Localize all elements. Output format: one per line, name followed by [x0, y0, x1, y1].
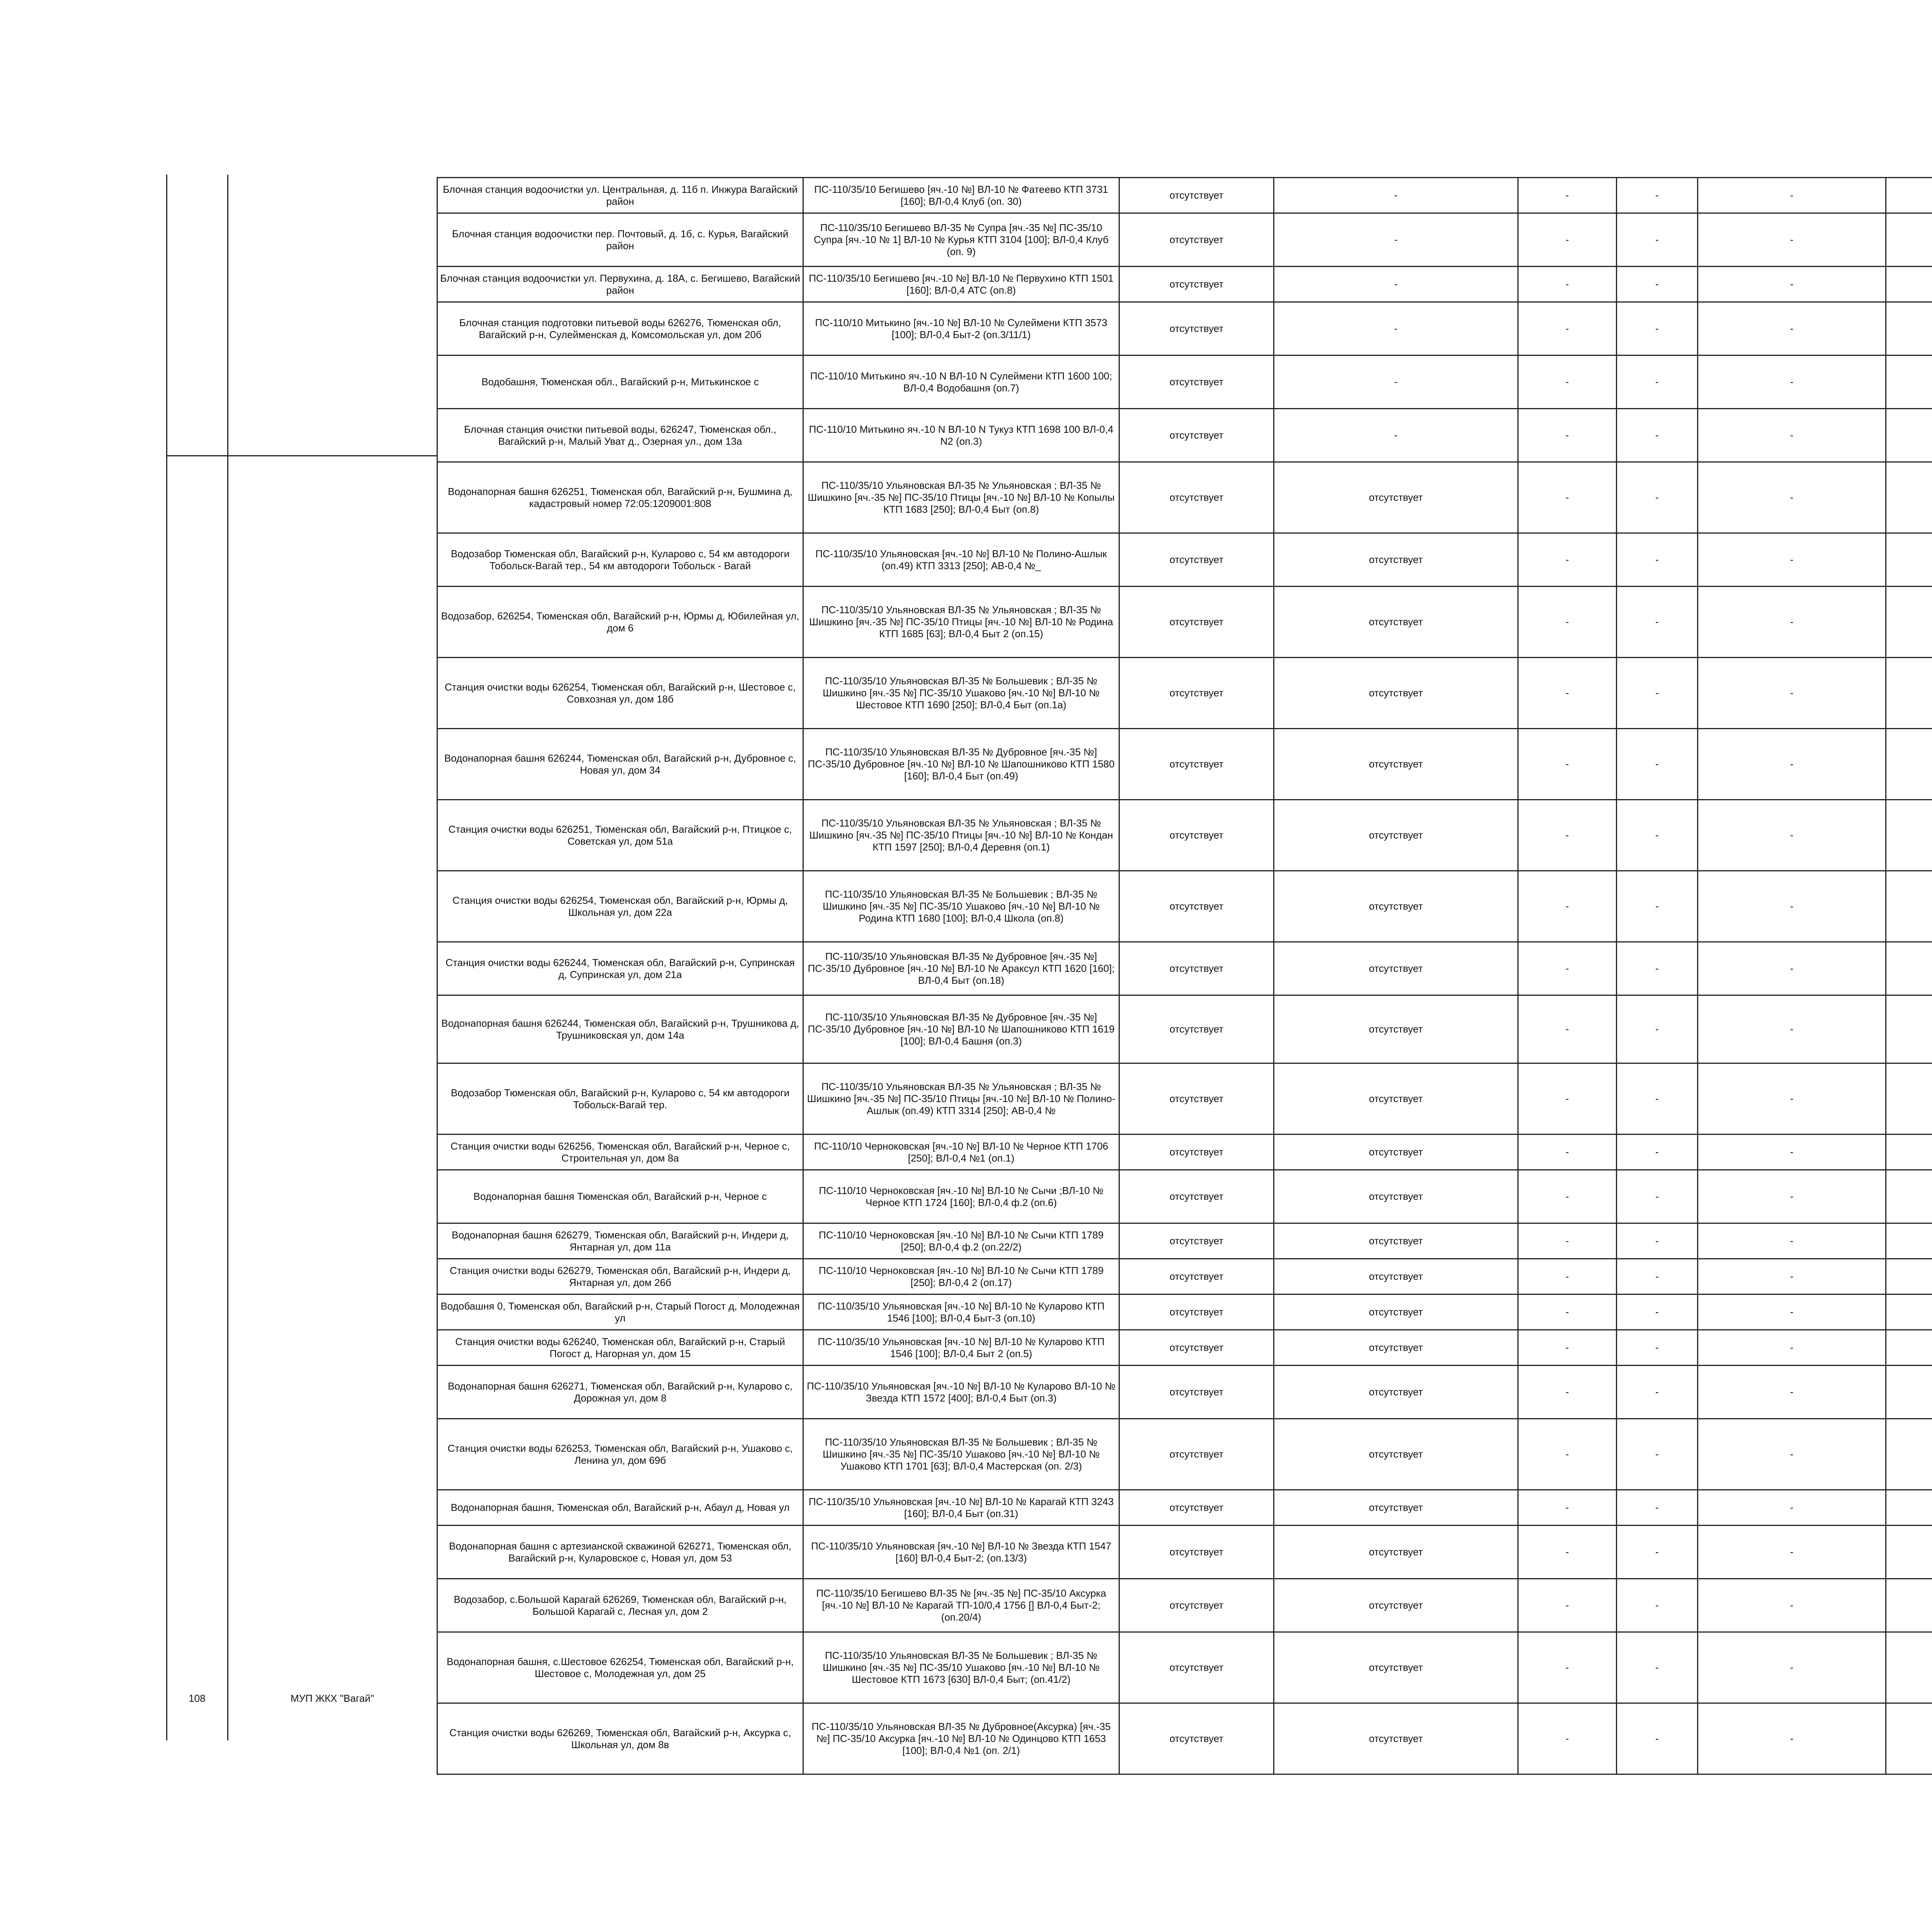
value-cell-3: -	[1518, 356, 1617, 409]
value-cell-3: -	[1518, 1632, 1617, 1703]
status-cell-1: отсутствует	[1119, 1366, 1274, 1419]
object-address-cell: Водонапорная башня 626271, Тюменская обл, Вагайский р-н, Куларово с, Дорожная ул, дом 8	[437, 1366, 803, 1419]
status-cell-1: отсутствует	[1119, 178, 1274, 213]
value-cell-6	[1886, 1632, 1932, 1703]
table-row	[437, 1135, 1932, 1170]
status-cell-1: отсутствует	[1119, 587, 1274, 658]
power-feed-cell: ПС-110/35/10 Ульяновская ВЛ-35 № Большевик ; ВЛ-35 № Шишкино [яч.-35 №] ПС-35/10 Ушаково [яч.-10 №] ВЛ-10 № Ушаково КТП 1701 [63]; ВЛ-0,4 Мастерская (оп. 2/3)	[803, 1419, 1119, 1490]
status-cell-1: отсутствует	[1119, 1579, 1274, 1632]
value-cell-4: -	[1617, 587, 1698, 658]
status-cell-2: отсутствует	[1274, 871, 1518, 942]
status-cell-2: отсутствует	[1274, 729, 1518, 800]
status-cell-1: отсутствует	[1119, 1526, 1274, 1579]
object-address-cell: Водонапорная башня, с.Шестовое 626254, Тюменская обл, Вагайский р-н, Шестовое с, Молодежная ул, дом 25	[437, 1632, 803, 1703]
value-cell-3: -	[1518, 267, 1617, 302]
power-feed-cell: ПС-110/35/10 Бегишево [яч.-10 №] ВЛ-10 № Первухино КТП 1501 [160]; ВЛ-0,4 АТС (оп.8)	[803, 267, 1119, 302]
power-feed-cell: ПС-110/35/10 Ульяновская ВЛ-35 № Ульяновская ; ВЛ-35 № Шишкино [яч.-35 №] ПС-35/10 Птицы [яч.-10 №] ВЛ-10 № Полино-Ашлык (оп.49) КТП 3314 [250]; АВ-0,4 №	[803, 1063, 1119, 1135]
value-cell-4: -	[1617, 356, 1698, 409]
status-cell-2: отсутствует	[1274, 533, 1518, 587]
value-cell-3: -	[1518, 1703, 1617, 1774]
value-cell-5: -	[1698, 995, 1886, 1063]
value-cell-6	[1886, 871, 1932, 942]
table-row	[437, 729, 1932, 800]
status-cell-2: отсутствует	[1274, 995, 1518, 1063]
value-cell-6	[1886, 533, 1932, 587]
value-cell-5: -	[1698, 1170, 1886, 1223]
object-address-cell: Блочная станция подготовки питьевой воды 626276, Тюменская обл, Вагайский р-н, Сулейменская д, Комсомольская ул, дом 20б	[437, 302, 803, 356]
status-cell-2: -	[1274, 267, 1518, 302]
power-feed-cell: ПС-110/35/10 Ульяновская ВЛ-35 № Большевик ; ВЛ-35 № Шишкино [яч.-35 №] ПС-35/10 Ушаково [яч.-10 №] ВЛ-10 № Родина КТП 1680 [100]; ВЛ-0,4 Школа (оп.8)	[803, 871, 1119, 942]
object-address-cell: Водозабор, с.Большой Карагай 626269, Тюменская обл, Вагайский р-н, Большой Карагай с, Лесная ул, дом 2	[437, 1579, 803, 1632]
value-cell-4: -	[1617, 1063, 1698, 1135]
power-feed-cell: ПС-110/35/10 Ульяновская [яч.-10 №] ВЛ-10 № Карагай КТП 3243 [160]; ВЛ-0,4 Быт (оп.31)	[803, 1490, 1119, 1526]
value-cell-5: -	[1698, 462, 1886, 533]
value-cell-4: -	[1617, 1223, 1698, 1259]
value-cell-4: -	[1617, 800, 1698, 871]
value-cell-4: -	[1617, 178, 1698, 213]
value-cell-4: -	[1617, 995, 1698, 1063]
table-row	[437, 1259, 1932, 1294]
power-feed-cell: ПС-110/10 Черноковская [яч.-10 №] ВЛ-10 № Сычи КТП 1789 [250]; ВЛ-0,4 2 (оп.17)	[803, 1259, 1119, 1294]
value-cell-5: -	[1698, 800, 1886, 871]
object-address-cell: Станция очистки воды 626240, Тюменская обл, Вагайский р-н, Старый Погост д, Нагорная ул, дом 15	[437, 1330, 803, 1366]
value-cell-3: -	[1518, 995, 1617, 1063]
value-cell-3: -	[1518, 587, 1617, 658]
status-cell-1: отсутствует	[1119, 1330, 1274, 1366]
value-cell-3: -	[1518, 178, 1617, 213]
power-feed-cell: ПС-110/10 Черноковская [яч.-10 №] ВЛ-10 № Черное КТП 1706 [250]; ВЛ-0,4 №1 (оп.1)	[803, 1135, 1119, 1170]
status-cell-2: отсутствует	[1274, 462, 1518, 533]
value-cell-4: -	[1617, 942, 1698, 995]
status-cell-2: отсутствует	[1274, 1632, 1518, 1703]
table-row	[437, 1223, 1932, 1259]
status-cell-2: отсутствует	[1274, 587, 1518, 658]
value-cell-3: -	[1518, 1063, 1617, 1135]
value-cell-4: -	[1617, 302, 1698, 356]
power-feed-cell: ПС-110/10 Черноковская [яч.-10 №] ВЛ-10 № Сычи КТП 1789 [250]; ВЛ-0,4 ф.2 (оп.22/2)	[803, 1223, 1119, 1259]
value-cell-6	[1886, 178, 1932, 213]
power-feed-cell: ПС-110/35/10 Ульяновская [яч.-10 №] ВЛ-10 № Куларово КТП 1546 [100]; ВЛ-0,4 Быт-3 (оп.10)	[803, 1294, 1119, 1330]
status-cell-1: отсутствует	[1119, 302, 1274, 356]
value-cell-5: -	[1698, 1579, 1886, 1632]
value-cell-6	[1886, 800, 1932, 871]
object-address-cell: Станция очистки воды 626254, Тюменская обл, Вагайский р-н, Юрмы д, Школьная ул, дом 22а	[437, 871, 803, 942]
status-cell-2: отсутствует	[1274, 658, 1518, 729]
object-address-cell: Водонапорная башня 626279, Тюменская обл, Вагайский р-н, Индери д, Янтарная ул, дом 11а	[437, 1223, 803, 1259]
status-cell-2: -	[1274, 302, 1518, 356]
status-cell-2: -	[1274, 356, 1518, 409]
status-cell-2: отсутствует	[1274, 942, 1518, 995]
objects-table	[437, 177, 1932, 1775]
value-cell-5: -	[1698, 942, 1886, 995]
status-cell-1: отсутствует	[1119, 1294, 1274, 1330]
power-feed-cell: ПС-110/35/10 Бегишево ВЛ-35 № Супра [яч.-35 №] ПС-35/10 Супра [яч.-10 № 1] ВЛ-10 № Курья КТП 3104 [100]; ВЛ-0,4 Клуб (оп. 9)	[803, 213, 1119, 267]
table-row	[437, 267, 1932, 302]
value-cell-4: -	[1617, 1703, 1698, 1774]
table-row	[437, 409, 1932, 462]
value-cell-3: -	[1518, 1490, 1617, 1526]
value-cell-6	[1886, 1330, 1932, 1366]
table-row	[437, 1170, 1932, 1223]
table-row	[437, 1703, 1932, 1774]
object-address-cell: Станция очистки воды 626269, Тюменская обл, Вагайский р-н, Аксурка с, Школьная ул, дом 8в	[437, 1703, 803, 1774]
value-cell-5: -	[1698, 1632, 1886, 1703]
table-row	[437, 302, 1932, 356]
value-cell-4: -	[1617, 1170, 1698, 1223]
status-cell-1: отсутствует	[1119, 356, 1274, 409]
value-cell-3: -	[1518, 1259, 1617, 1294]
status-cell-1: отсутствует	[1119, 1259, 1274, 1294]
value-cell-3: -	[1518, 871, 1617, 942]
power-feed-cell: ПС-110/35/10 Бегишево ВЛ-35 № [яч.-35 №] ПС-35/10 Аксурка [яч.-10 №] ВЛ-10 № Карагай ТП-10/0,4 1756 [] ВЛ-0,4 Быт-2; (оп.20/4)	[803, 1579, 1119, 1632]
status-cell-2: -	[1274, 213, 1518, 267]
value-cell-6	[1886, 267, 1932, 302]
value-cell-6	[1886, 1170, 1932, 1223]
value-cell-4: -	[1617, 267, 1698, 302]
power-feed-cell: ПС-110/35/10 Ульяновская [яч.-10 №] ВЛ-10 № Звезда КТП 1547 [160] ВЛ-0,4 Быт-2; (оп.13/3)	[803, 1526, 1119, 1579]
table-row	[437, 800, 1932, 871]
status-cell-2: отсутствует	[1274, 1419, 1518, 1490]
value-cell-6	[1886, 1419, 1932, 1490]
power-feed-cell: ПС-110/10 Черноковская [яч.-10 №] ВЛ-10 № Сычи ;ВЛ-10 № Черное КТП 1724 [160]; ВЛ-0,4 ф.2 (оп.6)	[803, 1170, 1119, 1223]
value-cell-5: -	[1698, 1490, 1886, 1526]
value-cell-5: -	[1698, 1259, 1886, 1294]
status-cell-2: отсутствует	[1274, 1366, 1518, 1419]
table-row	[437, 1526, 1932, 1579]
table-row	[437, 1579, 1932, 1632]
value-cell-6	[1886, 1294, 1932, 1330]
status-cell-2: отсутствует	[1274, 1063, 1518, 1135]
table-row	[437, 533, 1932, 587]
value-cell-4: -	[1617, 729, 1698, 800]
status-cell-2: отсутствует	[1274, 1703, 1518, 1774]
value-cell-4: -	[1617, 1526, 1698, 1579]
value-cell-5: -	[1698, 587, 1886, 658]
object-address-cell: Блочная станция водоочистки ул. Первухина, д. 18А, с. Бегишево, Вагайский район	[437, 267, 803, 302]
power-feed-cell: ПС-110/35/10 Ульяновская [яч.-10 №] ВЛ-10 № Куларово ВЛ-10 № Звезда КТП 1572 [400]; ВЛ-0,4 Быт (оп.3)	[803, 1366, 1119, 1419]
value-cell-4: -	[1617, 462, 1698, 533]
status-cell-1: отсутствует	[1119, 995, 1274, 1063]
status-cell-1: отсутствует	[1119, 462, 1274, 533]
value-cell-3: -	[1518, 462, 1617, 533]
table-row	[437, 1366, 1932, 1419]
status-cell-1: отсутствует	[1119, 1419, 1274, 1490]
value-cell-6	[1886, 587, 1932, 658]
object-address-cell: Станция очистки воды 626279, Тюменская обл, Вагайский р-н, Индери д, Янтарная ул, дом 26б	[437, 1259, 803, 1294]
object-address-cell: Водобашня 0, Тюменская обл, Вагайский р-н, Старый Погост д, Молодежная ул	[437, 1294, 803, 1330]
table-row	[437, 587, 1932, 658]
status-cell-1: отсутствует	[1119, 1632, 1274, 1703]
object-address-cell: Водозабор Тюменская обл, Вагайский р-н, Куларово с, 54 км автодороги Тобольск-Вагай тер.	[437, 1063, 803, 1135]
power-feed-cell: ПС-110/35/10 Ульяновская ВЛ-35 № Ульяновская ; ВЛ-35 № Шишкино [яч.-35 №] ПС-35/10 Птицы [яч.-10 №] ВЛ-10 № Родина КТП 1685 [63]; ВЛ-0,4 Быт 2 (оп.15)	[803, 587, 1119, 658]
value-cell-3: -	[1518, 942, 1617, 995]
power-feed-cell: ПС-110/10 Митькино [яч.-10 №] ВЛ-10 № Сулеймени КТП 3573 [100]; ВЛ-0,4 Быт-2 (оп.3/11/1)	[803, 302, 1119, 356]
value-cell-6	[1886, 1135, 1932, 1170]
value-cell-6	[1886, 942, 1932, 995]
value-cell-3: -	[1518, 1366, 1617, 1419]
value-cell-5: -	[1698, 1294, 1886, 1330]
object-address-cell: Водонапорная башня 626244, Тюменская обл, Вагайский р-н, Трушникова д, Трушниковская ул, дом 14а	[437, 995, 803, 1063]
status-cell-1: отсутствует	[1119, 1063, 1274, 1135]
value-cell-4: -	[1617, 1135, 1698, 1170]
value-cell-5: -	[1698, 1063, 1886, 1135]
object-address-cell: Водонапорная башня Тюменская обл, Вагайский р-н, Черное с	[437, 1170, 803, 1223]
power-feed-cell: ПС-110/35/10 Ульяновская ВЛ-35 № Большевик ; ВЛ-35 № Шишкино [яч.-35 №] ПС-35/10 Ушаково [яч.-10 №] ВЛ-10 № Шестовое КТП 1673 [630] ВЛ-0,4 Быт; (оп.41/2)	[803, 1632, 1119, 1703]
power-feed-cell: ПС-110/35/10 Ульяновская ВЛ-35 № Ульяновская ; ВЛ-35 № Шишкино [яч.-35 №] ПС-35/10 Птицы [яч.-10 №] ВЛ-10 № Кондан КТП 1597 [250]; ВЛ-0,4 Деревня (оп.1)	[803, 800, 1119, 871]
status-cell-2: отсутствует	[1274, 1490, 1518, 1526]
status-cell-2: отсутствует	[1274, 1170, 1518, 1223]
value-cell-6	[1886, 409, 1932, 462]
status-cell-2: отсутствует	[1274, 1135, 1518, 1170]
left-inner-line	[227, 175, 228, 1740]
object-address-cell: Водонапорная башня с артезианской скважиной 626271, Тюменская обл, Вагайский р-н, Куларовское с, Новая ул, дом 53	[437, 1526, 803, 1579]
value-cell-3: -	[1518, 1223, 1617, 1259]
value-cell-6	[1886, 995, 1932, 1063]
table-row	[437, 213, 1932, 267]
status-cell-1: отсутствует	[1119, 1170, 1274, 1223]
status-cell-1: отсутствует	[1119, 533, 1274, 587]
value-cell-5: -	[1698, 1703, 1886, 1774]
status-cell-1: отсутствует	[1119, 800, 1274, 871]
value-cell-5: -	[1698, 1135, 1886, 1170]
power-feed-cell: ПС-110/35/10 Ульяновская ВЛ-35 № Дубровное(Аксурка) [яч.-35 №] ПС-35/10 Аксурка [яч.-10 №] ВЛ-10 № Одинцово КТП 1653 [100]; ВЛ-0,4 №1 (оп. 2/1)	[803, 1703, 1119, 1774]
value-cell-3: -	[1518, 729, 1617, 800]
object-address-cell: Станция очистки воды 626254, Тюменская обл, Вагайский р-н, Шестовое с, Совхозная ул, дом 18б	[437, 658, 803, 729]
power-feed-cell: ПС-110/35/10 Ульяновская [яч.-10 №] ВЛ-10 № Полино-Ашлык (оп.49) КТП 3313 [250]; АВ-0,4 №_	[803, 533, 1119, 587]
power-feed-cell: ПС-110/35/10 Ульяновская ВЛ-35 № Большевик ; ВЛ-35 № Шишкино [яч.-35 №] ПС-35/10 Ушаково [яч.-10 №] ВЛ-10 № Шестовое КТП 1690 [250]; ВЛ-0,4 Быт (оп.1а)	[803, 658, 1119, 729]
status-cell-2: отсутствует	[1274, 1330, 1518, 1366]
value-cell-5: -	[1698, 178, 1886, 213]
value-cell-3: -	[1518, 533, 1617, 587]
value-cell-3: -	[1518, 1294, 1617, 1330]
row-number: 108	[189, 1692, 206, 1704]
status-cell-1: отсутствует	[1119, 267, 1274, 302]
status-cell-2: отсутствует	[1274, 800, 1518, 871]
value-cell-3: -	[1518, 658, 1617, 729]
value-cell-4: -	[1617, 533, 1698, 587]
value-cell-6	[1886, 1063, 1932, 1135]
table-row	[437, 871, 1932, 942]
value-cell-4: -	[1617, 1490, 1698, 1526]
value-cell-5: -	[1698, 533, 1886, 587]
value-cell-5: -	[1698, 213, 1886, 267]
value-cell-5: -	[1698, 356, 1886, 409]
status-cell-1: отсутствует	[1119, 871, 1274, 942]
status-cell-1: отсутствует	[1119, 942, 1274, 995]
object-address-cell: Блочная станция водоочистки ул. Центральная, д. 11б п. Инжура Вагайский район	[437, 178, 803, 213]
value-cell-5: -	[1698, 871, 1886, 942]
value-cell-6	[1886, 1259, 1932, 1294]
value-cell-3: -	[1518, 213, 1617, 267]
table-row	[437, 178, 1932, 213]
value-cell-4: -	[1617, 871, 1698, 942]
value-cell-3: -	[1518, 1170, 1617, 1223]
organization-name: МУП ЖКХ "Вагай"	[291, 1692, 374, 1704]
object-address-cell: Блочная станция очистки питьевой воды, 626247, Тюменская обл., Вагайский р-н, Малый Уват д., Озерная ул., дом 13а	[437, 409, 803, 462]
table-row	[437, 1330, 1932, 1366]
power-feed-cell: ПС-110/35/10 Ульяновская ВЛ-35 № Дубровное [яч.-35 №] ПС-35/10 Дубровное [яч.-10 №] ВЛ-10 № Араксул КТП 1620 [160]; ВЛ-0,4 Быт (оп.18)	[803, 942, 1119, 995]
object-address-cell: Станция очистки воды 626244, Тюменская обл, Вагайский р-н, Супринская д, Супринская ул, дом 21а	[437, 942, 803, 995]
value-cell-6	[1886, 1703, 1932, 1774]
object-address-cell: Блочная станция водоочистки пер. Почтовый, д. 1б, с. Курья, Вагайский район	[437, 213, 803, 267]
value-cell-5: -	[1698, 1330, 1886, 1366]
object-address-cell: Водонапорная башня, Тюменская обл, Вагайский р-н, Абаул д, Новая ул	[437, 1490, 803, 1526]
value-cell-6	[1886, 658, 1932, 729]
table-row	[437, 942, 1932, 995]
table-row	[437, 658, 1932, 729]
value-cell-4: -	[1617, 1579, 1698, 1632]
status-cell-2: отсутствует	[1274, 1579, 1518, 1632]
group-separator-line	[166, 455, 437, 456]
power-feed-cell: ПС-110/35/10 Бегишево [яч.-10 №] ВЛ-10 № Фатеево КТП 3731 [160]; ВЛ-0,4 Клуб (оп. 30)	[803, 178, 1119, 213]
status-cell-1: отсутствует	[1119, 1223, 1274, 1259]
table-row	[437, 462, 1932, 533]
value-cell-4: -	[1617, 1294, 1698, 1330]
status-cell-1: отсутствует	[1119, 1135, 1274, 1170]
left-border-line	[166, 175, 167, 1740]
value-cell-6	[1886, 1366, 1932, 1419]
table-body	[437, 178, 1932, 1774]
power-feed-cell: ПС-110/35/10 Ульяновская ВЛ-35 № Дубровное [яч.-35 №] ПС-35/10 Дубровное [яч.-10 №] ВЛ-10 № Шапошниково КТП 1580 [160]; ВЛ-0,4 Быт (оп.49)	[803, 729, 1119, 800]
value-cell-6	[1886, 1526, 1932, 1579]
table-row	[437, 1063, 1932, 1135]
value-cell-6	[1886, 729, 1932, 800]
value-cell-3: -	[1518, 1526, 1617, 1579]
status-cell-1: отсутствует	[1119, 729, 1274, 800]
value-cell-5: -	[1698, 1366, 1886, 1419]
object-address-cell: Водонапорная башня 626244, Тюменская обл, Вагайский р-н, Дубровное с, Новая ул, дом 34	[437, 729, 803, 800]
value-cell-6	[1886, 1223, 1932, 1259]
value-cell-6	[1886, 302, 1932, 356]
value-cell-4: -	[1617, 213, 1698, 267]
value-cell-5: -	[1698, 302, 1886, 356]
value-cell-3: -	[1518, 800, 1617, 871]
object-address-cell: Станция очистки воды 626256, Тюменская обл, Вагайский р-н, Черное с, Строительная ул, дом 8а	[437, 1135, 803, 1170]
object-address-cell: Водобашня, Тюменская обл., Вагайский р-н, Митькинское с	[437, 356, 803, 409]
value-cell-5: -	[1698, 729, 1886, 800]
value-cell-5: -	[1698, 267, 1886, 302]
status-cell-1: отсутствует	[1119, 213, 1274, 267]
value-cell-4: -	[1617, 1419, 1698, 1490]
status-cell-1: отсутствует	[1119, 658, 1274, 729]
status-cell-2: -	[1274, 409, 1518, 462]
status-cell-2: отсутствует	[1274, 1259, 1518, 1294]
table-row	[437, 1419, 1932, 1490]
status-cell-1: отсутствует	[1119, 409, 1274, 462]
table-row	[437, 1632, 1932, 1703]
status-cell-2: отсутствует	[1274, 1223, 1518, 1259]
table-row	[437, 1294, 1932, 1330]
value-cell-3: -	[1518, 1579, 1617, 1632]
status-cell-1: отсутствует	[1119, 1703, 1274, 1774]
object-address-cell: Водонапорная башня 626251, Тюменская обл, Вагайский р-н, Бушмина д, кадастровый номер 72:05:1209001:808	[437, 462, 803, 533]
object-address-cell: Водозабор Тюменская обл, Вагайский р-н, Куларово с, 54 км автодороги Тобольск-Вагай тер., 54 км автодороги Тобольск - Вагай	[437, 533, 803, 587]
value-cell-4: -	[1617, 1632, 1698, 1703]
value-cell-3: -	[1518, 1330, 1617, 1366]
value-cell-6	[1886, 356, 1932, 409]
table-row	[437, 995, 1932, 1063]
value-cell-4: -	[1617, 409, 1698, 462]
object-address-cell: Станция очистки воды 626251, Тюменская обл, Вагайский р-н, Птицкое с, Советская ул, дом 51а	[437, 800, 803, 871]
value-cell-4: -	[1617, 1259, 1698, 1294]
value-cell-3: -	[1518, 1135, 1617, 1170]
value-cell-5: -	[1698, 658, 1886, 729]
object-address-cell: Водозабор, 626254, Тюменская обл, Вагайский р-н, Юрмы д, Юбилейная ул, дом 6	[437, 587, 803, 658]
power-feed-cell: ПС-110/35/10 Ульяновская ВЛ-35 № Дубровное [яч.-35 №] ПС-35/10 Дубровное [яч.-10 №] ВЛ-10 № Шапошниково КТП 1619 [100]; ВЛ-0,4 Башня (оп.3)	[803, 995, 1119, 1063]
value-cell-4: -	[1617, 1366, 1698, 1419]
value-cell-6	[1886, 462, 1932, 533]
value-cell-5: -	[1698, 1223, 1886, 1259]
power-feed-cell: ПС-110/10 Митькино яч.-10 N ВЛ-10 N Тукуз КТП 1698 100 ВЛ-0,4 N2 (оп.3)	[803, 409, 1119, 462]
value-cell-5: -	[1698, 1419, 1886, 1490]
table-row	[437, 1490, 1932, 1526]
power-feed-cell: ПС-110/35/10 Ульяновская [яч.-10 №] ВЛ-10 № Куларово КТП 1546 [100]; ВЛ-0,4 Быт 2 (оп.5)	[803, 1330, 1119, 1366]
value-cell-4: -	[1617, 1330, 1698, 1366]
status-cell-1: отсутствует	[1119, 1490, 1274, 1526]
value-cell-5: -	[1698, 409, 1886, 462]
power-feed-cell: ПС-110/35/10 Ульяновская ВЛ-35 № Ульяновская ; ВЛ-35 № Шишкино [яч.-35 №] ПС-35/10 Птицы [яч.-10 №] ВЛ-10 № Копылы КТП 1683 [250]; ВЛ-0,4 Быт (оп.8)	[803, 462, 1119, 533]
status-cell-2: -	[1274, 178, 1518, 213]
status-cell-2: отсутствует	[1274, 1294, 1518, 1330]
value-cell-3: -	[1518, 1419, 1617, 1490]
object-address-cell: Станция очистки воды 626253, Тюменская обл, Вагайский р-н, Ушаково с, Ленина ул, дом 69б	[437, 1419, 803, 1490]
value-cell-3: -	[1518, 302, 1617, 356]
value-cell-6	[1886, 1579, 1932, 1632]
value-cell-4: -	[1617, 658, 1698, 729]
value-cell-3: -	[1518, 409, 1617, 462]
table-row	[437, 356, 1932, 409]
value-cell-6	[1886, 1490, 1932, 1526]
status-cell-2: отсутствует	[1274, 1526, 1518, 1579]
power-feed-cell: ПС-110/10 Митькино яч.-10 N ВЛ-10 N Сулеймени КТП 1600 100; ВЛ-0,4 Водобашня (оп.7)	[803, 356, 1119, 409]
value-cell-5: -	[1698, 1526, 1886, 1579]
value-cell-6	[1886, 213, 1932, 267]
